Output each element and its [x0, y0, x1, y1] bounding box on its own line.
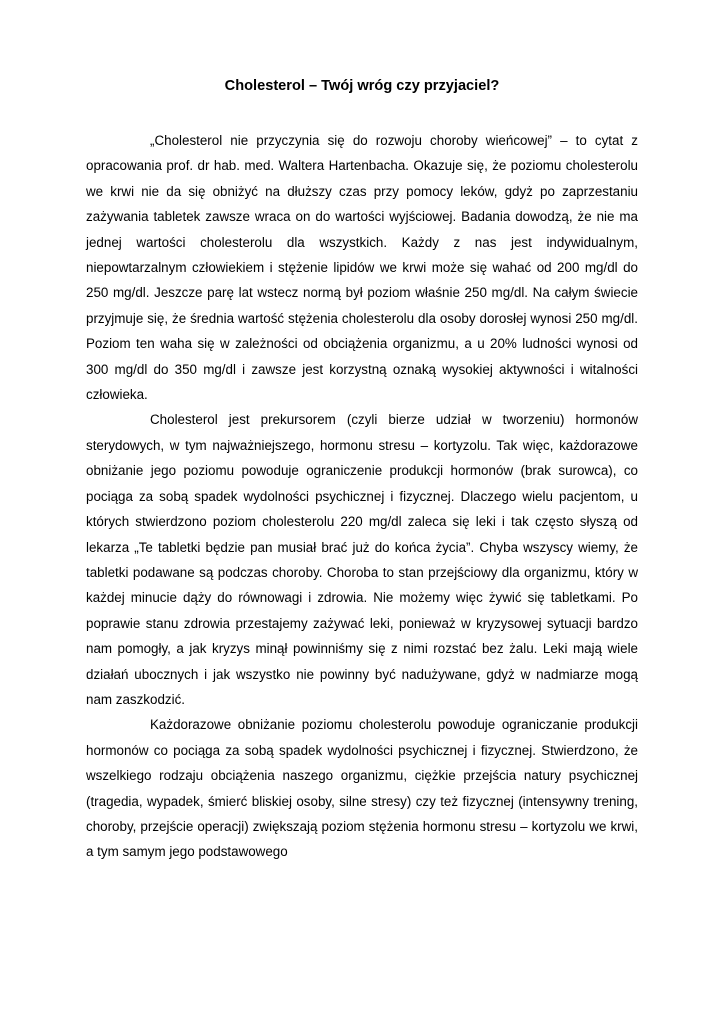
document-body — [86, 128, 638, 865]
paragraph-2: Cholesterol jest prekursorem (czyli bierze udział w tworzeniu) hormonów sterydowych, w tym najważniejszego, hormonu stresu – kortyzolu. Tak więc, każdorazowe obniżanie jego poziomu powoduje ograniczenie produkcji hormonów (brak surowca), co pociąga za sobą spadek wydolności psychicznej i fizycznej. Dlaczego wielu pacjentom, u których stwierdzono poziom cholesterolu 220 mg/dl zaleca się leki i tak często słyszą od lekarza „Te tabletki będzie pan musiał brać już do końca życia”. Chyba wszyscy wiemy, że tabletki podawane są podczas choroby. Choroba to stan przejściowy dla organizmu, który w każdej minucie dąży do równowagi i zdrowia. Nie możemy więc żywić się tabletkami. Po poprawie stanu zdrowia przestajemy zażywać leki, ponieważ w kryzysowej sytuacji bardzo nam pomogły, a jak kryzys minął powinniśmy się z nimi rozstać bez żalu. Leki mają wiele działań ubocznych i jak wszystko nie powinny być nadużywane, gdyż w nadmiarze mogą nam zaszkodzić. — [86, 412, 638, 707]
paragraph-3: Każdorazowe obniżanie poziomu cholesterolu powoduje ograniczanie produkcji hormonów co pociąga za sobą spadek wydolności psychicznej i fizycznej. Stwierdzono, że wszelkiego rodzaju obciążenia naszego organizmu, ciężkie przejścia natury psychicznej (tragedia, wypadek, śmierć bliskiej osoby, silne stresy) czy też fizycznej (intensywny trening, choroby, przejście operacji) zwiększają poziom stężenia hormonu stresu – kortyzolu we krwi, a tym samym jego podstawowego — [86, 717, 638, 860]
document-title: Cholesterol – Twój wróg czy przyjaciel? — [224, 78, 500, 94]
paragraph-1: „Cholesterol nie przyczynia się do rozwoju choroby wieńcowej” – to cytat z opracowania prof. dr hab. med. Waltera Hartenbacha. Okazuje się, że poziomu cholesterolu we krwi nie da się obniżyć na dłuższy czas przy pomocy leków, gdyż po zaprzestaniu zażywania tabletek zawsze wraca on do wartości wyjściowej. Badania dowodzą, że nie ma jednej wartości cholesterolu dla wszystkich. Każdy z nas jest indywidualnym, niepowtarzalnym człowiekiem i stężenie lipidów we krwi może się wahać od 200 mg/dl do 250 mg/dl. Jeszcze parę lat wstecz normą był poziom właśnie 250 mg/dl. Na całym świecie przyjmuje się, że średnia wartość stężenia cholesterolu dla osoby dorosłej wynosi 250 mg/dl. Poziom ten waha się w zależności od obciążenia organizmu, a u 20% ludności wynosi od 300 mg/dl do 350 mg/dl i zawsze jest korzystną oznaką wysokiej aktywności i witalności człowieka. — [86, 133, 638, 403]
